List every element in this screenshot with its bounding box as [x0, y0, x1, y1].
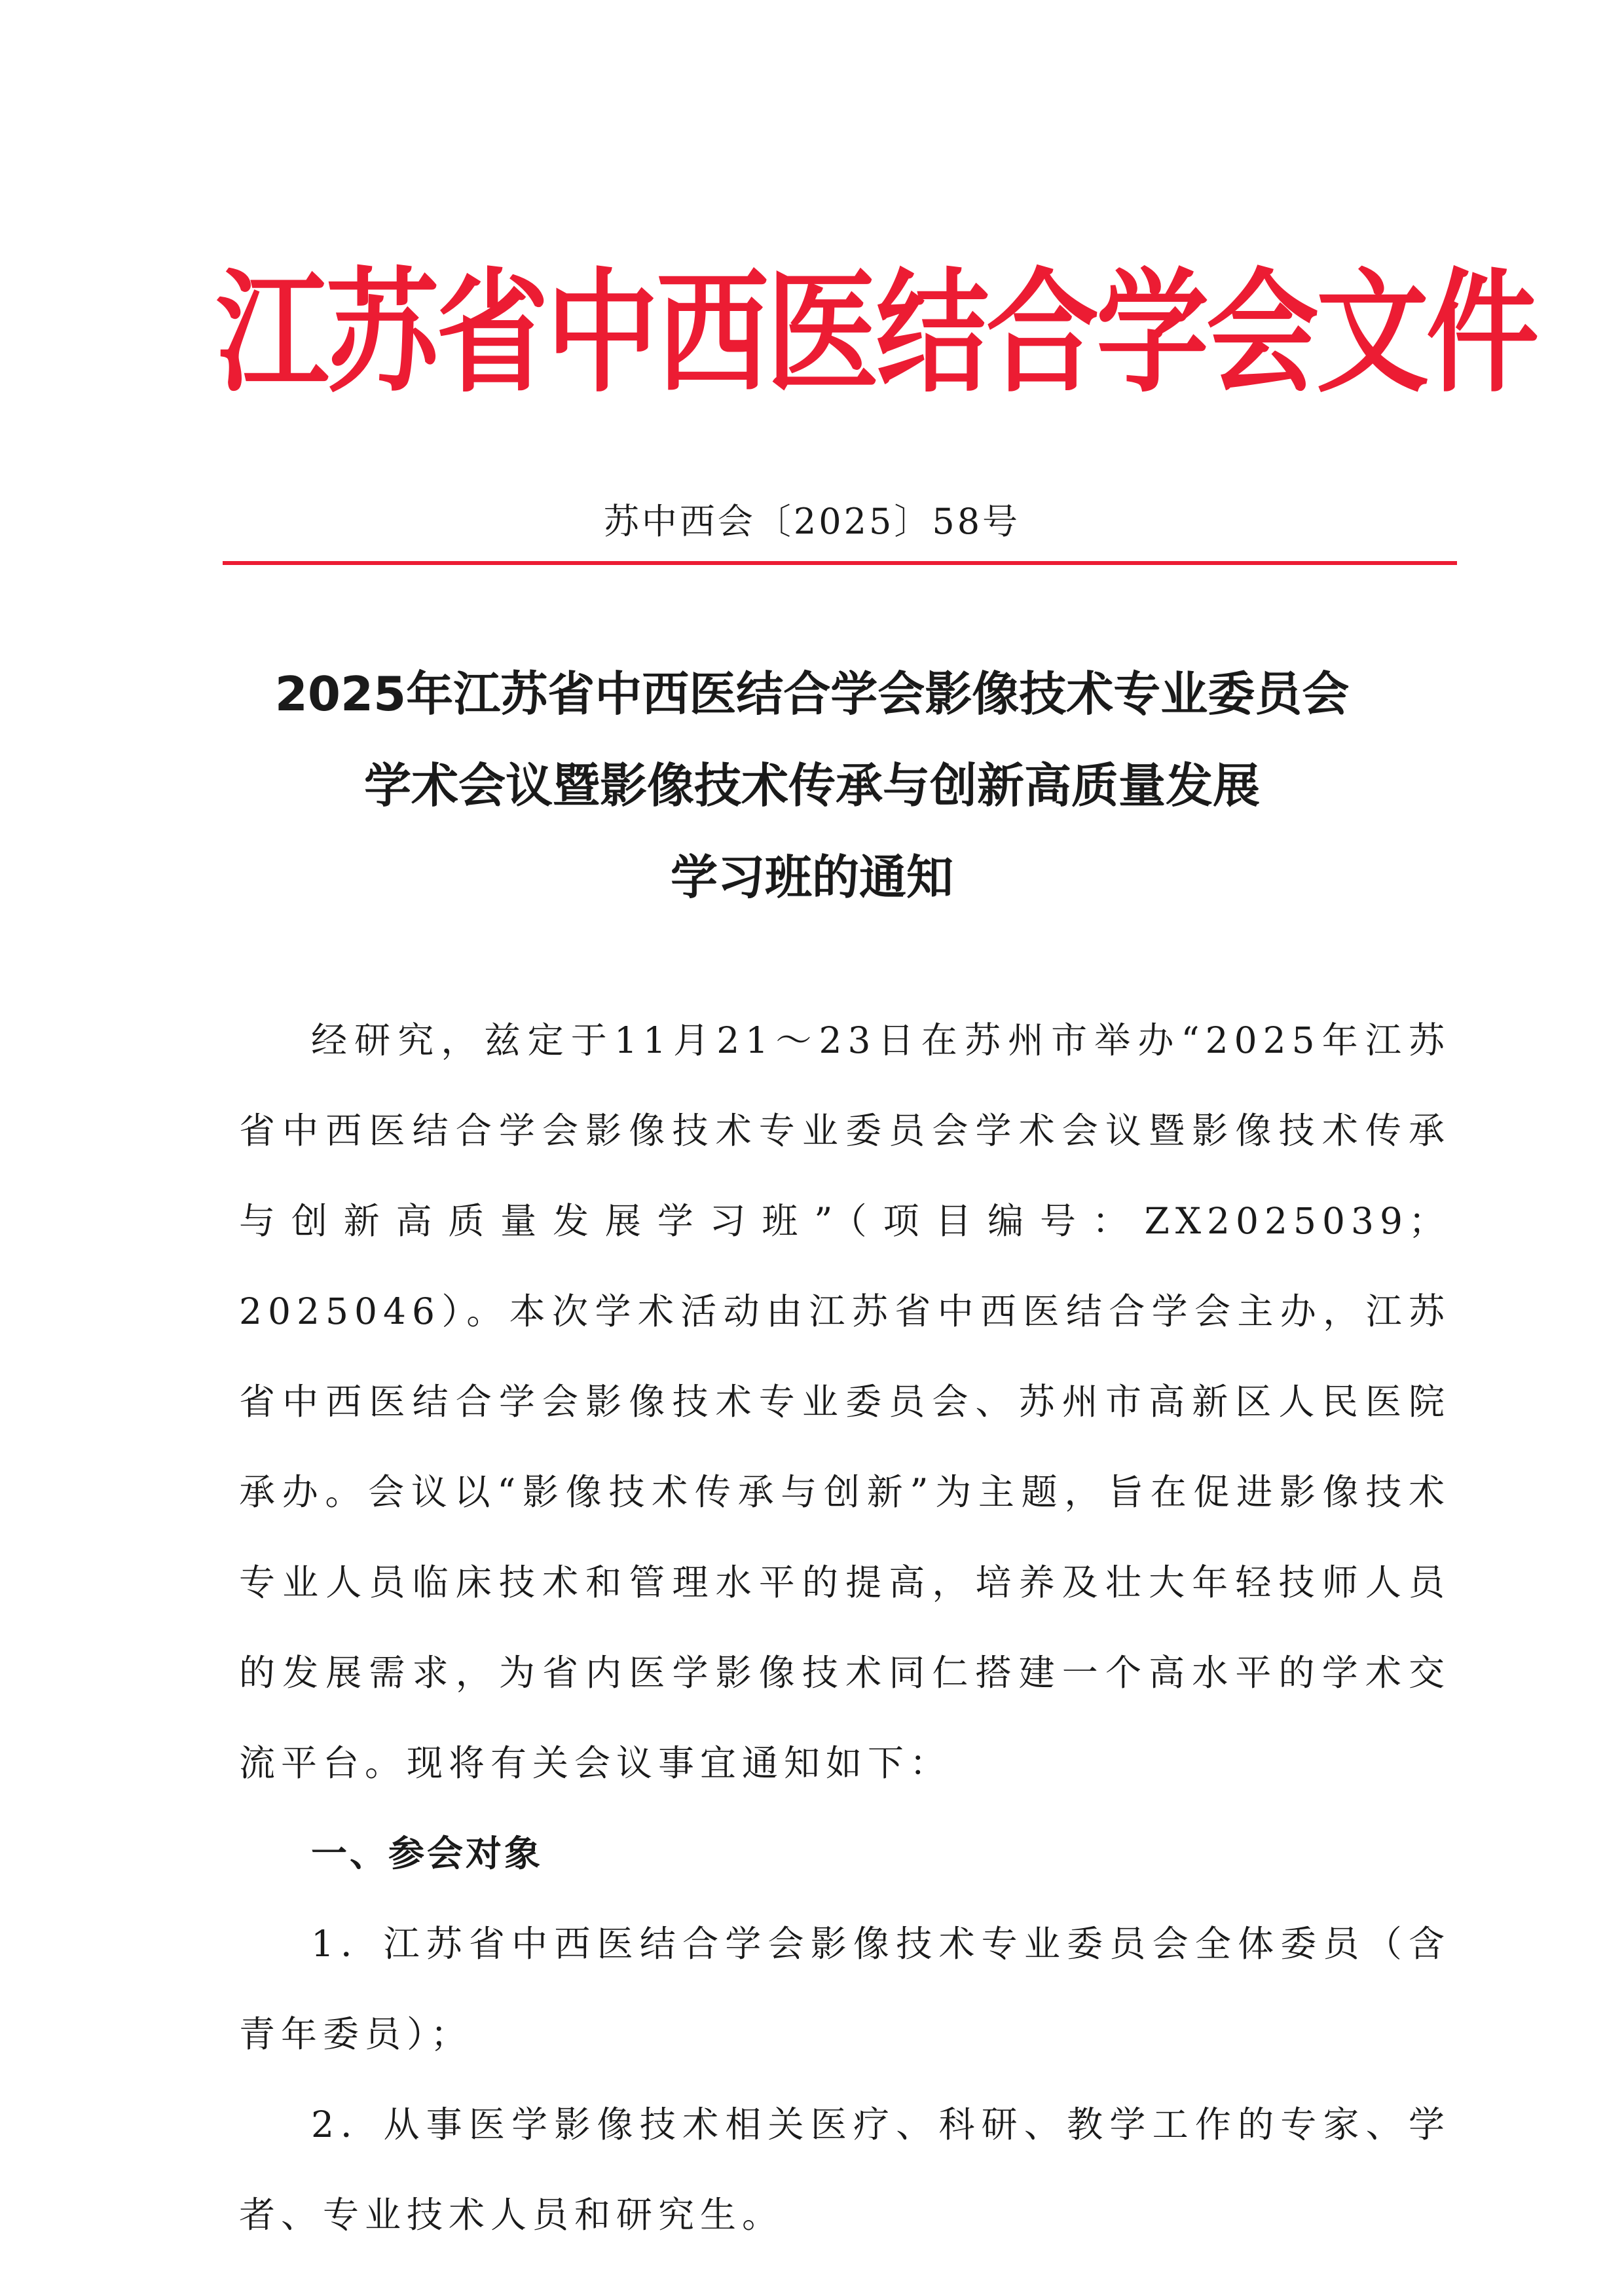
notice-body	[239, 995, 1450, 2260]
notice-title-line-3: 学习班的通知	[670, 850, 953, 905]
org-header-title: 江苏省中西医结合学会文件	[216, 253, 1536, 411]
document-number: 苏中西会〔2025〕58号	[603, 501, 1021, 542]
section-heading-participants: 一、参会对象	[311, 1832, 544, 1874]
red-divider-line	[223, 561, 1457, 565]
intro-paragraph: 经研究，兹定于11月21～23日在苏州市举办“2025年江苏省中西医结合学会影像技术专业委员会学术会议暨影像技术传承与创新高质量发展学习班”（项目编号：ZX2025039；2025046）。本次学术活动由江苏省中西医结合学会主办，江苏省中西医结合学会影像技术专业委员会、苏州市高新区人民医院承办。会议以“影像技术传承与创新”为主题，旨在促进影像技术专业人员临床技术和管理水平的提高，培养及壮大年轻技师人员的发展需求，为省内医学影像技术同仁搭建一个高水平的学术交流平台。现将有关会议事宜通知如下：	[239, 1019, 1450, 1784]
participant-item-1: 1．江苏省中西医结合学会影像技术专业委员会全体委员（含青年委员）；	[239, 1923, 1450, 2055]
notice-title	[131, 648, 1493, 923]
notice-title-line-1: 2025年江苏省中西医结合学会影像技术专业委员会	[274, 666, 1350, 721]
participant-item-2: 2．从事医学影像技术相关医疗、科研、教学工作的专家、学者、专业技术人员和研究生。	[239, 2104, 1450, 2236]
notice-title-line-2: 学术会议暨影像技术传承与创新高质量发展	[363, 758, 1260, 813]
